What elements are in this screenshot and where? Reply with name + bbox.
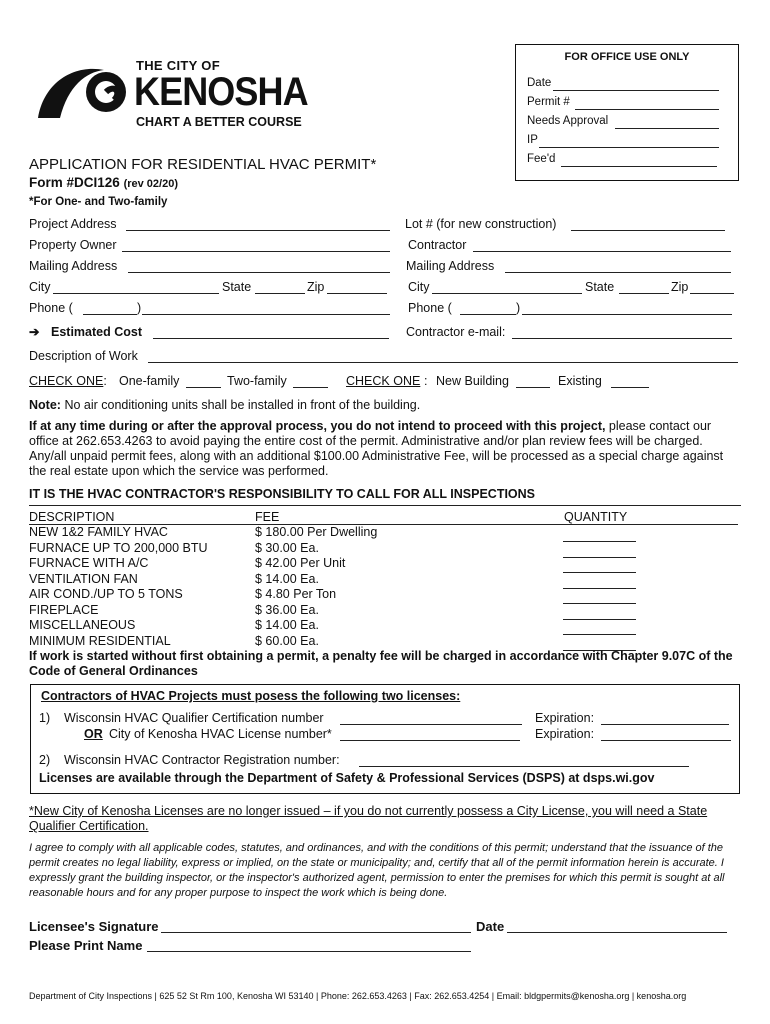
property-owner-field[interactable]: Property Owner — [29, 238, 117, 253]
fee-amount: $ 60.00 Ea. — [255, 633, 319, 648]
office-use-box — [515, 44, 739, 181]
contractor-email-field[interactable]: Contractor e-mail: — [406, 325, 736, 340]
divider — [29, 505, 741, 506]
check1-label: CHECK ONE — [29, 374, 104, 388]
new-building-option[interactable]: New Building — [436, 374, 509, 388]
office-needs-approval[interactable]: Needs Approval — [527, 115, 608, 127]
fee-description: NEW 1&2 FAMILY HVAC — [29, 525, 168, 539]
note: Note: No air conditioning units shall be installed in front of the building. — [29, 398, 421, 412]
inspections-notice: IT IS THE HVAC CONTRACTOR'S RESPONSIBILITY TO CALL FOR ALL INSPECTIONS — [29, 487, 536, 501]
cancellation-paragraph: If at any time during or after the approval process, you do not intend to proceed with this project, please contact our office at 262.653.4263 to avoid paying the entire cost of the permit. Administrative and/or plan review fees will be charged. Any/all unpaid permit fees, along with an additional $100.00 Administrative Fee, will be processed as a special charge against the real estate upon which the service was performed. — [29, 419, 724, 478]
check2-label: CHECK ONE — [346, 374, 421, 388]
description-of-work-field[interactable]: Description of Work — [29, 349, 741, 364]
contractor-registration-field[interactable]: 2) Wisconsin HVAC Contractor Registration number: — [39, 753, 739, 768]
license-availability: Licenses are available through the Department of Safety & Professional Services (DSPS) at dsps.wi.gov — [39, 771, 655, 785]
contractor-city-state-zip[interactable]: City State Zip — [408, 280, 738, 295]
fee-amount: $ 14.00 Ea. — [255, 618, 319, 632]
office-title: FOR OFFICE USE ONLY — [564, 51, 690, 63]
quantity-field[interactable] — [563, 619, 636, 620]
footer: Department of City Inspections | 625 52 St Rm 100, Kenosha WI 53140 | Phone: 262.653.4263 | Fax: 262.653.4254 | Email: bldgpermits@kenosha.org | kenosha.org — [29, 991, 687, 1001]
office-date[interactable]: Date — [527, 77, 551, 89]
owner-phone-field[interactable]: Phone ( ) — [29, 301, 391, 316]
quantity-field[interactable] — [563, 541, 636, 542]
check-one-row: CHECK ONE: One-family Two-family CHECK ONE : New Building Existing — [29, 374, 749, 389]
lot-number-field[interactable]: Lot # (for new construction) — [405, 217, 556, 232]
estimated-cost-field[interactable]: ➔ Estimated Cost — [29, 325, 391, 340]
fee-description: FURNACE WITH A/C — [29, 556, 149, 570]
form-title: APPLICATION FOR RESIDENTIAL HVAC PERMIT* — [29, 156, 377, 173]
owner-mailing-address-field[interactable]: Mailing Address — [29, 259, 117, 274]
licensee-signature-field[interactable]: Licensee's Signature Date — [29, 919, 741, 934]
city-logo — [34, 58, 308, 130]
quantity-field[interactable] — [563, 588, 636, 589]
quantity-field[interactable] — [563, 557, 636, 558]
arrow-right-icon: ➔ — [29, 325, 40, 339]
fee-amount: $ 180.00 Per Dwelling — [255, 525, 378, 539]
quantity-field[interactable] — [563, 603, 636, 604]
office-ip[interactable]: IP — [527, 134, 538, 146]
fee-description: MISCELLANEOUS — [29, 618, 136, 632]
fee-amount: $ 42.00 Per Unit — [255, 556, 346, 570]
quantity-field[interactable] — [563, 572, 636, 573]
logo-line3: CHART A BETTER COURSE — [136, 115, 302, 129]
fee-amount: $ 36.00 Ea. — [255, 602, 319, 617]
owner-city-state-zip[interactable]: City State Zip — [29, 280, 391, 295]
office-feed[interactable]: Fee'd — [527, 153, 555, 165]
contractor-mailing-address-field[interactable]: Mailing Address — [406, 259, 494, 274]
quantity-field[interactable] — [563, 634, 636, 635]
penalty-notice: If work is started without first obtaining a permit, a penalty fee will be charged in accordance with Chapter 9.07C of the Code of General Ordinances — [29, 649, 733, 678]
new-license-note: *New City of Kenosha Licenses are no longer issued – if you do not currently possess a City License, you will need a State Qualifier Certification. — [29, 804, 708, 833]
qualifier-cert-field[interactable]: 1) Wisconsin HVAC Qualifier Certification number Expiration: — [39, 711, 739, 726]
print-name-field[interactable]: Please Print Name — [29, 938, 741, 953]
kenosha-wave-icon — [34, 62, 134, 122]
fee-amount: $ 4.80 Per Ton — [255, 587, 337, 601]
form-number: Form #DCI126 (rev 02/20) — [29, 175, 178, 190]
office-permit[interactable]: Permit # — [527, 96, 570, 108]
fee-description: VENTILATION FAN — [29, 571, 138, 586]
fee-description: MINIMUM RESIDENTIAL — [29, 633, 171, 648]
agreement-text: I agree to comply with all applicable codes, statutes, and ordinances, and with the conditions of this permit; understand that the issuance of the permit creates no legal liability, express or implied, on the state or municipality; and, certify that all of the permit information herein is accurate. I expressly grant the building inspector, or the inspector's authorized agent, permission to enter the premises for which this permit is sought at all reasonable hours and for any proper purpose to inspect the work which is being done. — [29, 842, 725, 899]
form-subtitle: *For One- and Two-family — [29, 196, 168, 208]
logo-line1: THE CITY OF — [136, 58, 220, 73]
contractor-phone-field[interactable]: Phone ( ) — [408, 301, 738, 316]
contractor-field[interactable]: Contractor — [408, 238, 466, 253]
one-family-option[interactable]: One-family — [119, 374, 180, 388]
fee-description: FURNACE UP TO 200,000 BTU — [29, 540, 208, 555]
project-address-field[interactable]: Project Address — [29, 217, 117, 232]
fee-description: AIR COND./UP TO 5 TONS — [29, 587, 183, 601]
license-heading: Contractors of HVAC Projects must posess the following two licenses: — [41, 689, 461, 703]
license-requirements-box: Contractors of HVAC Projects must posess the following two licenses: 1) Wisconsin HVAC Qualifier Certification number Expiration: OR City of Kenosha HVAC License number* Expiration: 2) Wisconsin HVAC Contractor Registration number: Licenses are available through the Department of Safety & Professional Services (DSPS) at dsps.wi.gov — [30, 684, 740, 794]
existing-option[interactable]: Existing — [558, 374, 602, 388]
logo-line2: KENOSHA — [134, 70, 308, 114]
fee-amount: $ 30.00 Ea. — [255, 540, 319, 555]
fee-amount: $ 14.00 Ea. — [255, 571, 319, 586]
fee-description: FIREPLACE — [29, 602, 99, 617]
two-family-option[interactable]: Two-family — [227, 374, 287, 388]
